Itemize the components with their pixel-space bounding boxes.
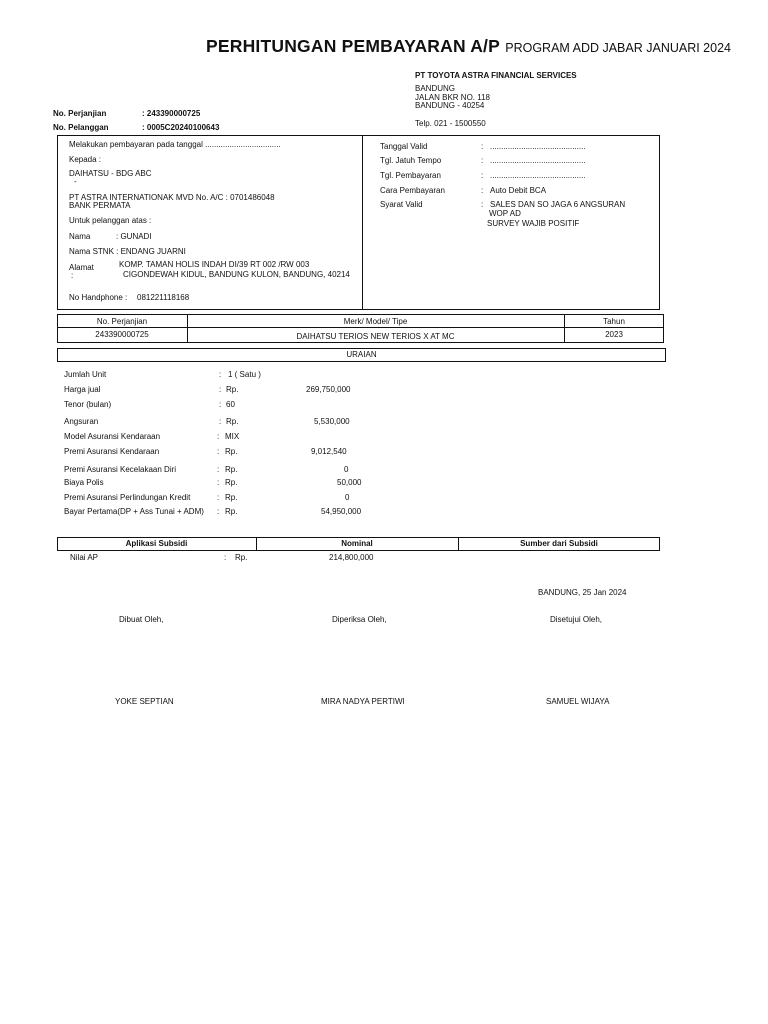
pelanggan-value: : 0005C20240100643 [142,123,220,132]
detail-label-premi-kendaraan: Premi Asuransi Kendaraan [64,447,160,456]
vehicle-header-merk: Merk/ Model/ Tipe [343,317,408,326]
tgl-pembayaran-colon: : [481,171,484,180]
dealer-account: PT ASTRA INTERNATIONAK MVD No. A/C : 0701486048 [69,193,275,202]
company-phone: Telp. 021 - 1500550 [415,119,486,128]
vehicle-header-perjanjian: No. Perjanjian [96,317,148,326]
alamat-label: Alamat [69,263,94,272]
detail-value-jumlah-unit: 1 ( Satu ) [228,370,261,379]
perjanjian-value: : 243390000725 [142,109,201,118]
cara-pembayaran-label: Cara Pembayaran [380,186,445,195]
detail-label-premi-kecelakaan: Premi Asuransi Kecelakaan Diri [64,465,177,474]
detail-label-tenor: Tenor (bulan) [64,400,112,409]
signature-role-diperiksa: Diperiksa Oleh, [332,615,387,624]
detail-value-premi-kecelakaan: 0 [344,465,349,474]
syarat-valid-line-3: SURVEY WAJIB POSITIF [487,219,580,228]
syarat-valid-line-2: WOP AD [489,209,521,218]
detail-colon-biaya-polis: : [217,478,220,487]
pelanggan-label: No. Pelanggan [53,123,109,132]
nama-value: : GUNADI [116,232,152,241]
detail-value-premi-kendaraan: 9,012,540 [311,447,347,456]
subsidi-header-sumber: Sumber dari Subsidi [520,539,598,548]
uraian-header: URAIAN [346,350,377,359]
title-program: PROGRAM ADD JABAR JANUARI 2024 [505,41,731,55]
detail-rp-harga-jual: Rp. [226,385,239,394]
detail-value-harga-jual: 269,750,000 [306,385,351,394]
dealer-name: DAIHATSU - BDG ABC [69,169,152,178]
detail-colon-bayar-pertama: : [217,507,220,516]
document-title [206,36,731,57]
detail-value-bayar-pertama: 54,950,000 [321,507,362,516]
detail-label-biaya-polis: Biaya Polis [64,478,104,487]
alamat-colon: : [71,271,74,280]
signature-name-disetujui: SAMUEL WIJAYA [546,697,610,706]
cara-pembayaran-value: Auto Debit BCA [490,186,547,195]
untuk-pelanggan-label: Untuk pelanggan atas : [69,216,152,225]
vehicle-table-divider [57,327,664,328]
nilai-ap-rp: Rp. [235,553,248,562]
tanggal-valid-colon: : [481,142,484,151]
tanggal-valid-value: ........................................... [490,142,586,151]
nilai-ap-label: Nilai AP [70,553,99,562]
cara-pembayaran-colon: : [481,186,484,195]
detail-label-model-asuransi: Model Asuransi Kendaraan [64,432,161,441]
alamat-line-1: KOMP. TAMAN HOLIS INDAH DI/39 RT 002 /RW 003 [119,260,310,269]
dealer-dash: - [74,177,77,186]
detail-colon-harga-jual: : [219,385,222,394]
company-postal: BANDUNG - 40254 [415,101,485,110]
detail-colon-jumlah-unit: : [219,370,222,379]
detail-label-harga-jual: Harga jual [64,385,101,394]
detail-colon-tenor: : [219,400,222,409]
jatuh-tempo-label: Tgl. Jatuh Tempo [380,156,442,165]
detail-colon-premi-kecelakaan: : [217,465,220,474]
alamat-line-2: CIGONDEWAH KIDUL, BANDUNG KULON, BANDUNG, 40214 [123,270,350,279]
detail-label-jumlah-unit: Jumlah Unit [64,370,107,379]
syarat-valid-value: SALES DAN SO JAGA 6 ANGSURAN [490,200,626,209]
syarat-valid-colon: : [481,200,484,209]
tanggal-valid-label: Tanggal Valid [380,142,428,151]
signature-name-dibuat: YOKE SEPTIAN [115,697,174,706]
nama-stnk: Nama STNK : ENDANG JUARNI [69,247,186,256]
detail-colon-model-asuransi: : [217,432,220,441]
nama-label: Nama [69,232,91,241]
signature-role-dibuat: Dibuat Oleh, [119,615,164,624]
detail-colon-premi-perlindungan: : [217,493,220,502]
nilai-ap-value: 214,800,000 [329,553,374,562]
subsidi-header-aplikasi: Aplikasi Subsidi [125,539,188,548]
detail-value-tenor: 60 [226,400,235,409]
signature-role-disetujui: Disetujui Oleh, [550,615,603,624]
detail-label-angsuran: Angsuran [64,417,99,426]
perjanjian-label: No. Perjanjian [53,109,107,118]
handphone-label: No Handphone : [69,293,128,302]
jatuh-tempo-colon: : [481,156,484,165]
detail-label-bayar-pertama: Bayar Pertama(DP + Ass Tunai + ADM) [64,507,204,516]
company-name: PT TOYOTA ASTRA FINANCIAL SERVICES [415,71,577,80]
detail-rp-biaya-polis: Rp. [225,478,238,487]
handphone-value: 081221118168 [137,293,190,302]
subsidi-header-nominal: Nominal [341,539,373,548]
title-main: PERHITUNGAN PEMBAYARAN A/P [206,36,500,56]
tgl-pembayaran-value: ........................................... [490,171,586,180]
vehicle-header-tahun: Tahun [603,317,625,326]
dealer-bank: BANK PERMATA [69,201,131,210]
detail-value-biaya-polis: 50,000 [337,478,362,487]
kepada-label: Kepada : [69,155,102,164]
tgl-pembayaran-label: Tgl. Pembayaran [380,171,441,180]
payment-date-line: Melakukan pembayaran pada tanggal .................................. [69,140,281,149]
detail-rp-premi-kendaraan: Rp. [225,447,238,456]
detail-rp-premi-kecelakaan: Rp. [225,465,238,474]
detail-colon-premi-kendaraan: : [217,447,220,456]
nilai-ap-colon: : [224,553,227,562]
detail-label-premi-perlindungan: Premi Asuransi Perlindungan Kredit [64,493,191,502]
detail-value-angsuran: 5,530,000 [314,417,350,426]
detail-colon-angsuran: : [219,417,222,426]
company-city: BANDUNG [415,84,456,93]
syarat-valid-label: Syarat Valid [380,200,423,209]
detail-rp-angsuran: Rp. [226,417,239,426]
vehicle-cell-perjanjian: 243390000725 [95,330,149,339]
company-street: JALAN BKR NO. 118 [415,93,490,102]
jatuh-tempo-value: ........................................... [490,156,586,165]
place-date: BANDUNG, 25 Jan 2024 [538,588,627,597]
detail-rp-premi-perlindungan: Rp. [225,493,238,502]
signature-name-diperiksa: MIRA NADYA PERTIWI [321,697,405,706]
detail-value-premi-perlindungan: 0 [345,493,350,502]
detail-value-model-asuransi: MIX [225,432,240,441]
detail-rp-bayar-pertama: Rp. [225,507,238,516]
vehicle-cell-merk: DAIHATSU TERIOS NEW TERIOS X AT MC [296,332,455,341]
vehicle-cell-tahun: 2023 [605,330,623,339]
